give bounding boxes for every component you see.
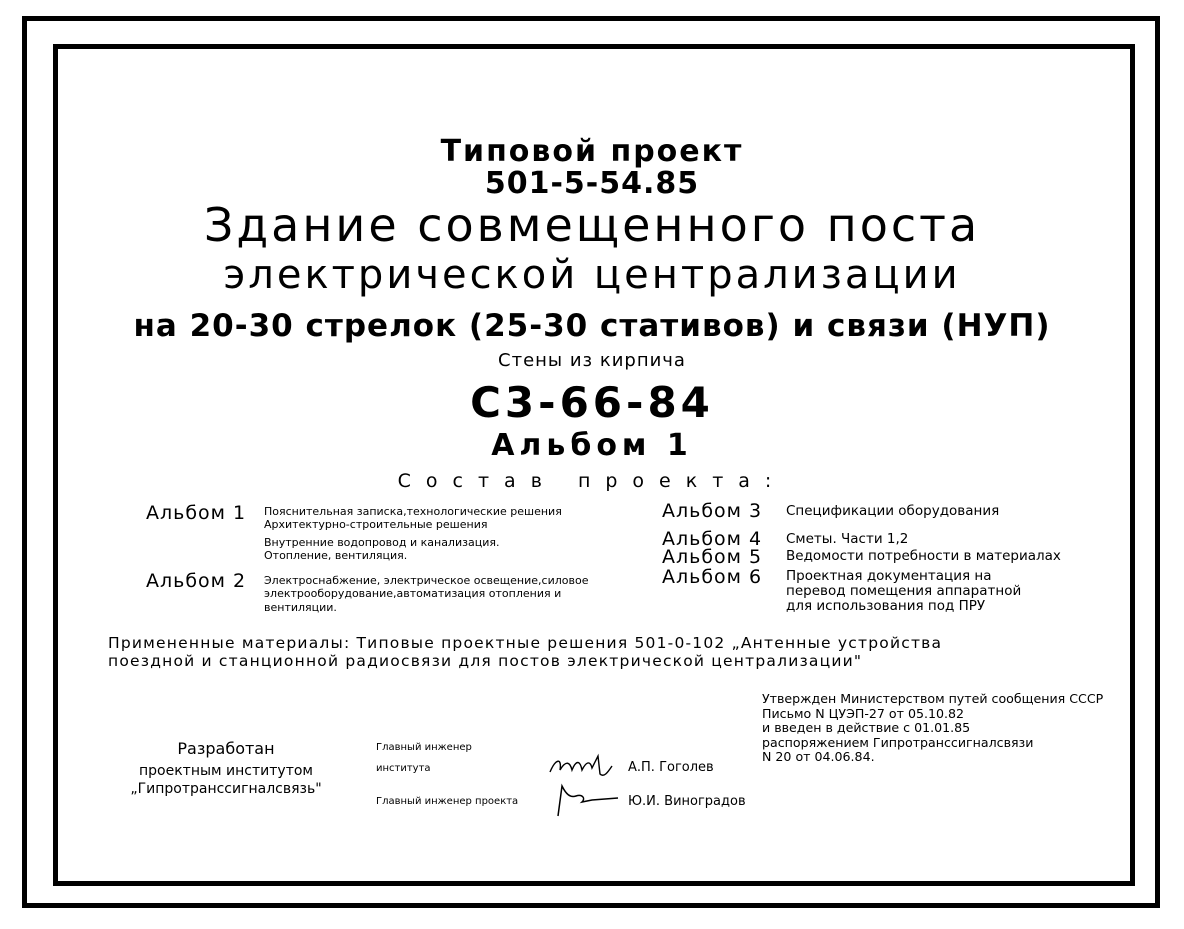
signature-gogolev bbox=[548, 748, 614, 784]
project-type: Типовой проект bbox=[440, 134, 744, 169]
album-description bbox=[264, 574, 588, 614]
album-description bbox=[786, 569, 1021, 614]
album-description: Спецификации оборудования bbox=[786, 503, 1000, 519]
developer-line: проектным институтом bbox=[139, 763, 313, 779]
album-line: Проектная документация на bbox=[786, 568, 992, 584]
title-line-1: Здание совмещенного поста bbox=[203, 198, 981, 252]
developer-block bbox=[106, 738, 346, 800]
album-number: Альбом 1 bbox=[491, 428, 693, 463]
approval-line: N 20 от 04.06.84. bbox=[762, 749, 875, 765]
title-line-2: электрической централизации bbox=[223, 252, 961, 298]
album-line: Архитектурно-строительные решения bbox=[264, 518, 488, 532]
album-label: Альбом 6 bbox=[662, 566, 763, 588]
album-description bbox=[264, 505, 562, 563]
album-label: Альбом 1 bbox=[146, 502, 247, 524]
album-line: электрооборудование,автоматизация отопления и bbox=[264, 587, 562, 601]
signature-vinogradov bbox=[552, 780, 620, 820]
materials-line: поездной и станционной радиосвязи для постов электрической централизации" bbox=[108, 652, 863, 670]
album-label: Альбом 2 bbox=[146, 570, 247, 592]
album-label: Альбом 4 bbox=[662, 528, 763, 550]
applied-materials bbox=[108, 634, 942, 670]
project-engineer-label: Главный инженер проекта bbox=[376, 796, 519, 807]
walls-note: Стены из кирпича bbox=[498, 350, 686, 371]
approval-line: и введен в действие с 01.01.85 bbox=[762, 720, 971, 736]
album-label: Альбом 5 bbox=[662, 546, 763, 568]
album-line: Отопление, вентиляция. bbox=[264, 549, 408, 563]
project-engineer-name: Ю.И. Виноградов bbox=[628, 794, 746, 809]
chief-engineer-name: А.П. Гоголев bbox=[628, 760, 714, 775]
album-line: перевод помещения аппаратной bbox=[786, 583, 1022, 599]
series-code: С3-66-84 bbox=[470, 378, 714, 427]
album-line: Внутренние водопровод и канализация. bbox=[264, 535, 500, 549]
album-line: Электроснабжение, электрическое освещение,силовое bbox=[264, 574, 589, 587]
composition-heading: Состав проекта: bbox=[397, 470, 787, 492]
title-line-3: на 20-30 стрелок (25-30 стативов) и связи (НУП) bbox=[133, 308, 1051, 344]
album-line: Пояснительная записка,технологические решения bbox=[264, 505, 562, 518]
album-line: вентиляции. bbox=[264, 600, 337, 614]
developer-line: Разработан bbox=[177, 739, 275, 758]
developer-line: „Гипротранссигналсвязь" bbox=[130, 781, 322, 797]
album-label: Альбом 3 bbox=[662, 500, 763, 522]
chief-engineer-label: института bbox=[376, 763, 431, 774]
chief-engineer-label: Главный инженер bbox=[376, 742, 472, 753]
approval-line: Утвержден Министерством путей сообщения СССР bbox=[762, 691, 1104, 706]
album-description: Ведомости потребности в материалах bbox=[786, 548, 1061, 564]
materials-line: Примененные материалы: Типовые проектные решения 501-0-102 „Антенные устройства bbox=[108, 634, 943, 652]
album-line: для использования под ПРУ bbox=[786, 598, 986, 614]
album-description: Сметы. Части 1,2 bbox=[786, 531, 909, 547]
project-code: 501-5-54.85 bbox=[484, 166, 700, 201]
approval-line: Письмо N ЦУЭП-27 от 05.10.82 bbox=[762, 705, 965, 721]
approval-line: распоряжением Гипротранссигналсвязи bbox=[762, 734, 1034, 750]
approval-block bbox=[762, 692, 1103, 765]
